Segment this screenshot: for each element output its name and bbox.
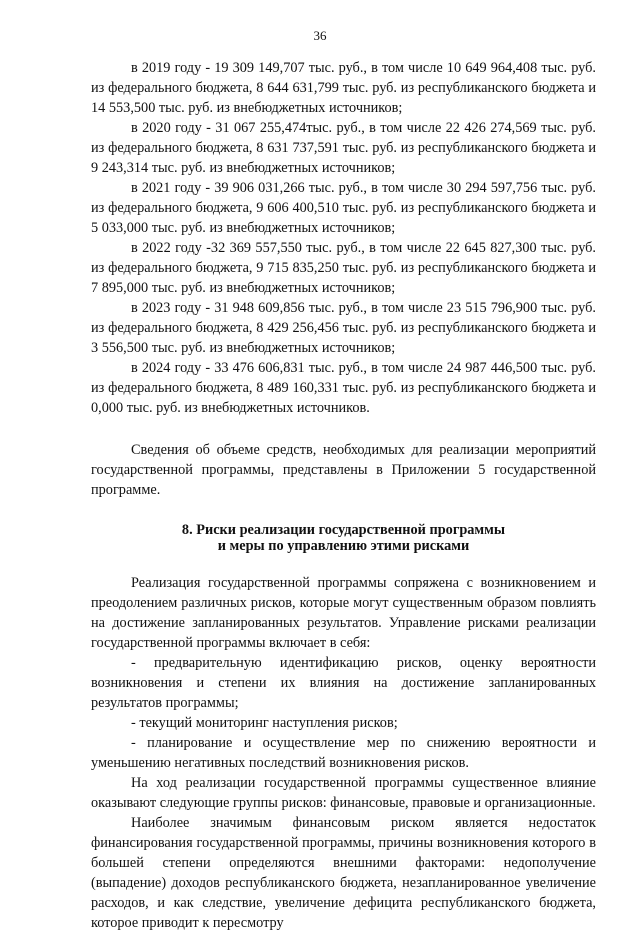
- section-title-line-1: 8. Риски реализации государственной программы: [181, 522, 506, 538]
- funding-2020-paragraph: в 2020 году - 31 067 255,474тыс. руб., в том числе 22 426 274,569 тыс. руб. из федерального бюджета, 8 631 737,591 тыс. руб. из республиканского бюджета и 9 243,314 тыс. руб. из внебюджетных источников;: [91, 120, 596, 176]
- funding-2024-paragraph: в 2024 году - 33 476 606,831 тыс. руб., в том числе 24 987 446,500 тыс. руб. из федерального бюджета, 8 489 160,331 тыс. руб. из республиканского бюджета и 0,000 тыс. руб. из внебюджетных источников.: [91, 360, 596, 416]
- funding-2019-paragraph: в 2019 году - 19 309 149,707 тыс. руб., в том числе 10 649 964,408 тыс. руб. из федерального бюджета, 8 644 631,799 тыс. руб. из республиканского бюджета и 14 553,500 тыс. руб. из внебюджетных источников;: [91, 60, 596, 116]
- section-title-line-2: и меры по управлению этими рисками: [217, 538, 470, 554]
- influence-paragraph: На ход реализации государственной программы существенное влияние оказывают следующие группы рисков: финансовые, правовые и организационные.: [91, 775, 596, 811]
- risk-bullet-item: - текущий мониторинг наступления рисков;: [131, 715, 398, 731]
- section-title: [91, 522, 596, 554]
- funding-2021-paragraph: в 2021 году - 39 906 031,266 тыс. руб., в том числе 30 294 597,756 тыс. руб. из федерального бюджета, 9 606 400,510 тыс. руб. из республиканского бюджета и 5 033,000 тыс. руб. из внебюджетных источников;: [91, 180, 596, 236]
- page-number: 36: [313, 28, 327, 43]
- risk-bullet-item: - предварительную идентификацию рисков, оценку вероятности возникновения и степени их влияния на достижение запланированных результатов программы;: [91, 655, 596, 711]
- funding-2023-paragraph: в 2023 году - 31 948 609,856 тыс. руб., в том числе 23 515 796,900 тыс. руб. из федерального бюджета, 8 429 256,456 тыс. руб. из республиканского бюджета и 3 556,500 тыс. руб. из внебюджетных источников;: [91, 300, 596, 356]
- funding-2022-paragraph: в 2022 году -32 369 557,550 тыс. руб., в том числе 22 645 827,300 тыс. руб. из федерального бюджета, 9 715 835,250 тыс. руб. из республиканского бюджета и 7 895,000 тыс. руб. из внебюджетных источников;: [91, 240, 596, 296]
- page-content: [91, 58, 596, 933]
- financial-risk-paragraph: Наиболее значимым финансовым риском является недостаток финансирования государственной программы, причины возникновения которого в большей степени определяются внешними факторами: недополучение (выпадение) доходов республиканского бюджета, незапланированное увеличение расходов, и как следствие, увеличение дефицита республиканского бюджета, которое приводит к пересмотру: [91, 815, 596, 931]
- risk-intro-paragraph: Реализация государственной программы сопряжена с возникновением и преодолением различных рисков, которые могут существенным образом повлиять на достижение запланированных результатов. Управление рисками реализации государственной программы включает в себя:: [91, 575, 596, 651]
- info-paragraph: Сведения об объеме средств, необходимых для реализации мероприятий государственной программы, представлены в Приложении 5 государственной программе.: [91, 442, 596, 498]
- risk-bullet-item: - планирование и осуществление мер по снижению вероятности и уменьшению негативных последствий возникновения рисков.: [91, 735, 596, 771]
